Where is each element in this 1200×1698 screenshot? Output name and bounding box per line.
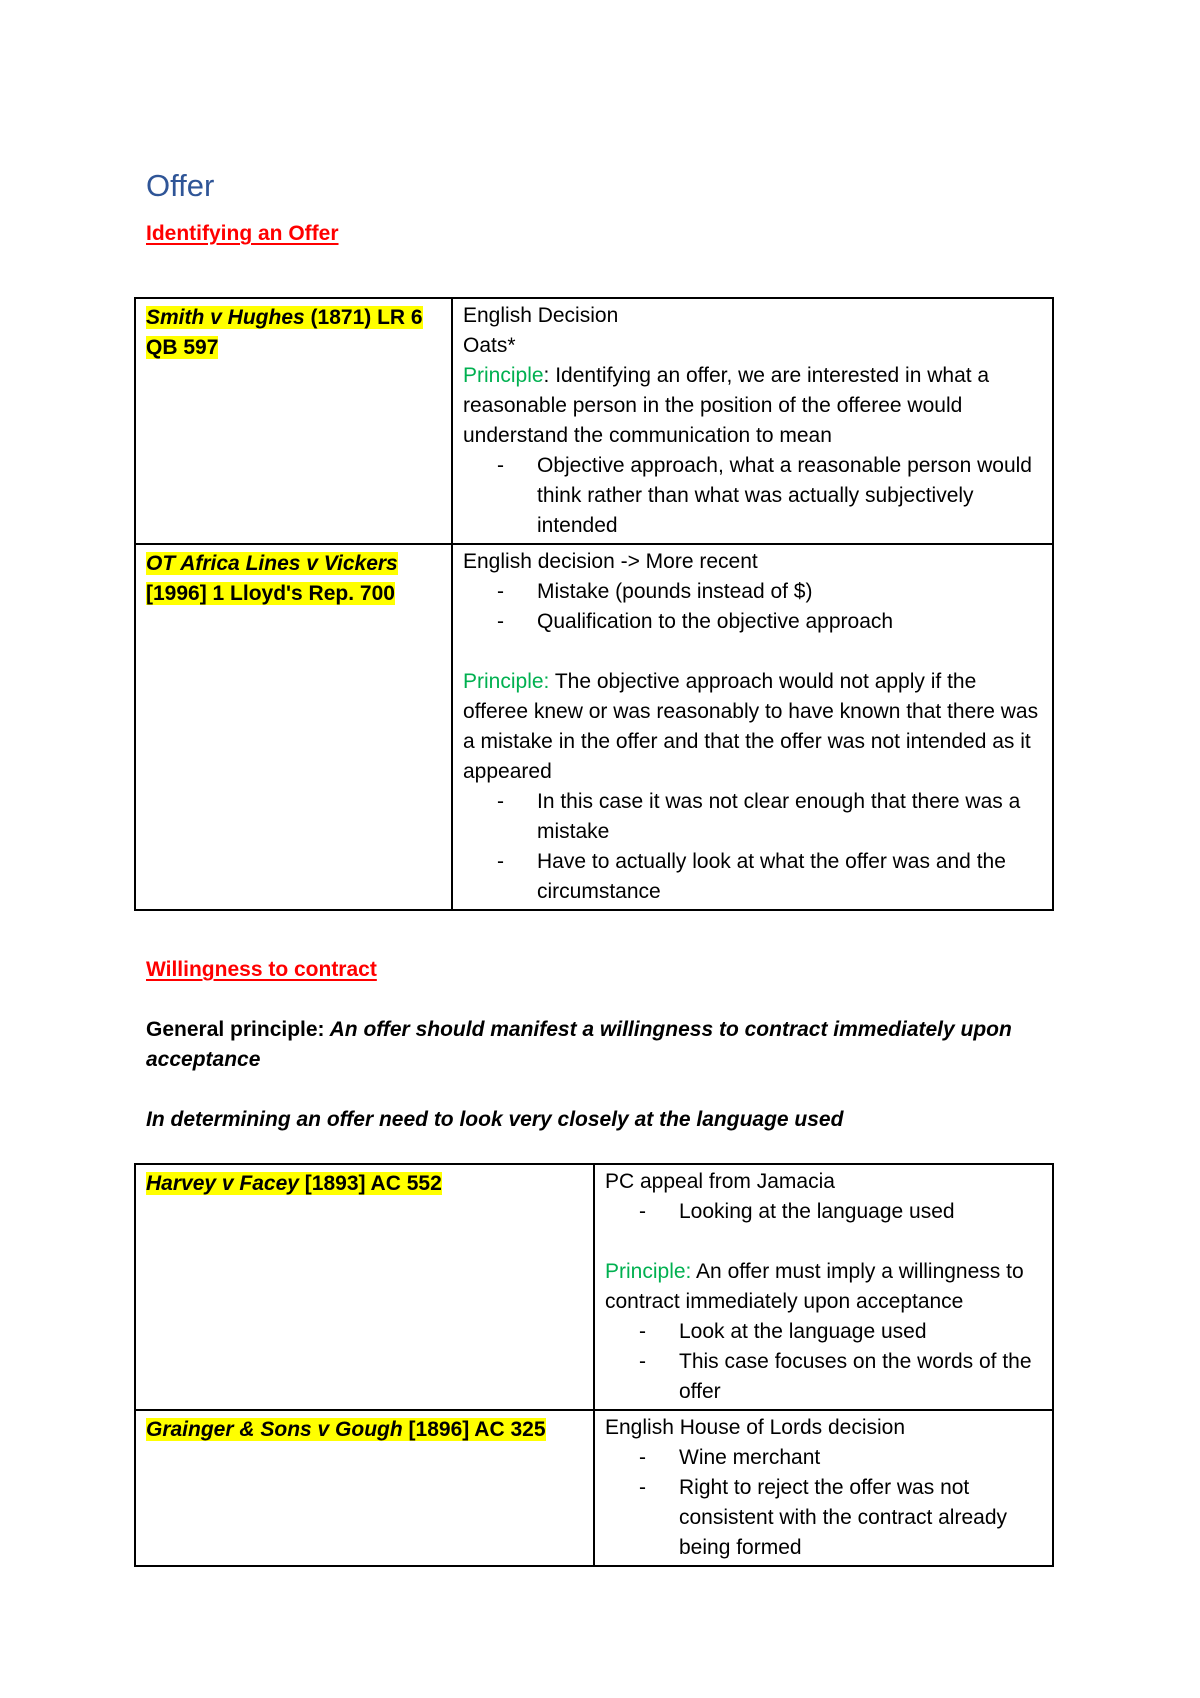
list-item: - Have to actually look at what the offer was and the circumstance: [497, 847, 1042, 907]
table-row: [135, 1164, 1053, 1410]
case-name: Smith v Hughes: [146, 306, 305, 329]
case-note-line: PC appeal from Jamacia: [605, 1170, 835, 1193]
list-item: - Qualification to the objective approach: [497, 607, 1042, 637]
case-highlight: [146, 552, 398, 605]
case-citation: [1893] AC 552: [298, 1172, 442, 1195]
case-notes-cell: [594, 1410, 1053, 1566]
bullet-list: [463, 451, 1042, 541]
case-name: Grainger & Sons v Gough: [146, 1418, 403, 1441]
language-note: [146, 1105, 1056, 1135]
case-citation: [1896] AC 325: [402, 1418, 546, 1441]
case-note-line: English decision -> More recent: [463, 550, 758, 573]
list-item: - Look at the language used: [639, 1317, 1042, 1347]
bullet-list: [605, 1317, 1042, 1407]
principle-label: Principle:: [463, 670, 550, 693]
case-note-line: English House of Lords decision: [605, 1416, 906, 1439]
principle-label: Principle:: [605, 1260, 692, 1283]
list-item: - Right to reject the offer was not consistent with the contract already being formed: [639, 1473, 1042, 1563]
list-item: - Wine merchant: [639, 1443, 1042, 1473]
case-citation-cell: [135, 544, 452, 910]
case-name: OT Africa Lines v Vickers: [146, 552, 398, 575]
case-notes-cell: [594, 1164, 1053, 1410]
case-citation-cell: [135, 1410, 594, 1566]
section-heading-willingness: Willingness to contract: [146, 958, 377, 981]
section-heading-identifying-offer: Identifying an Offer: [146, 222, 339, 245]
case-note-line: English Decision: [463, 304, 619, 327]
principle-paragraph: [463, 361, 1042, 451]
list-item: - This case focuses on the words of the offer: [639, 1347, 1042, 1407]
case-note-line: Oats*: [463, 334, 516, 357]
bullet-list: [605, 1197, 1042, 1227]
case-highlight: [146, 1172, 442, 1195]
case-highlight: [146, 1418, 546, 1441]
case-highlight: [146, 306, 423, 359]
principle-paragraph: [605, 1257, 1042, 1317]
case-notes-cell: [452, 544, 1053, 910]
list-item: - Mistake (pounds instead of $): [497, 577, 1042, 607]
list-item: - In this case it was not clear enough that there was a mistake: [497, 787, 1042, 847]
case-citation-cell: [135, 298, 452, 544]
principle-paragraph: [463, 667, 1042, 787]
list-item: - Objective approach, what a reasonable person would think rather than what was actually subjectively intended: [497, 451, 1042, 541]
spacer: [605, 1227, 1042, 1257]
list-item: - Looking at the language used: [639, 1197, 1042, 1227]
case-citation: (1871) LR 6 QB 597: [146, 306, 423, 359]
principle-text: The objective approach would not apply if the offeree knew or was reasonably to have known that there was a mistake in the offer and that the offer was not intended as it appeared: [463, 670, 1039, 783]
case-name: Harvey v Facey: [146, 1172, 299, 1195]
case-citation: [1996] 1 Lloyd's Rep. 700: [146, 582, 395, 605]
case-citation-cell: [135, 1164, 594, 1410]
table-row: [135, 544, 1053, 910]
spacer: [463, 637, 1042, 667]
principle-text: : Identifying an offer, we are interested in what a reasonable person in the position of the offeree would understand the communication to mean: [463, 364, 990, 447]
case-notes-cell: [452, 298, 1053, 544]
bullet-list: [605, 1443, 1042, 1563]
table-row: [135, 1410, 1053, 1566]
general-principle-text: An offer should manifest a willingness to contract immediately upon acceptance: [146, 1018, 1012, 1071]
general-principle: [146, 1015, 1056, 1075]
bullet-list: [463, 577, 1042, 637]
language-note-text: In determining an offer need to look very closely at the language used: [146, 1108, 844, 1131]
case-table-willingness: [134, 1163, 1054, 1567]
general-principle-label: General principle:: [146, 1018, 325, 1041]
principle-text: An offer must imply a willingness to contract immediately upon acceptance: [605, 1260, 1024, 1313]
case-table-identifying-offer: [134, 297, 1054, 911]
table-row: [135, 298, 1053, 544]
bullet-list: [463, 787, 1042, 907]
page-title: Offer: [146, 168, 215, 203]
principle-label: Principle: [463, 364, 544, 387]
